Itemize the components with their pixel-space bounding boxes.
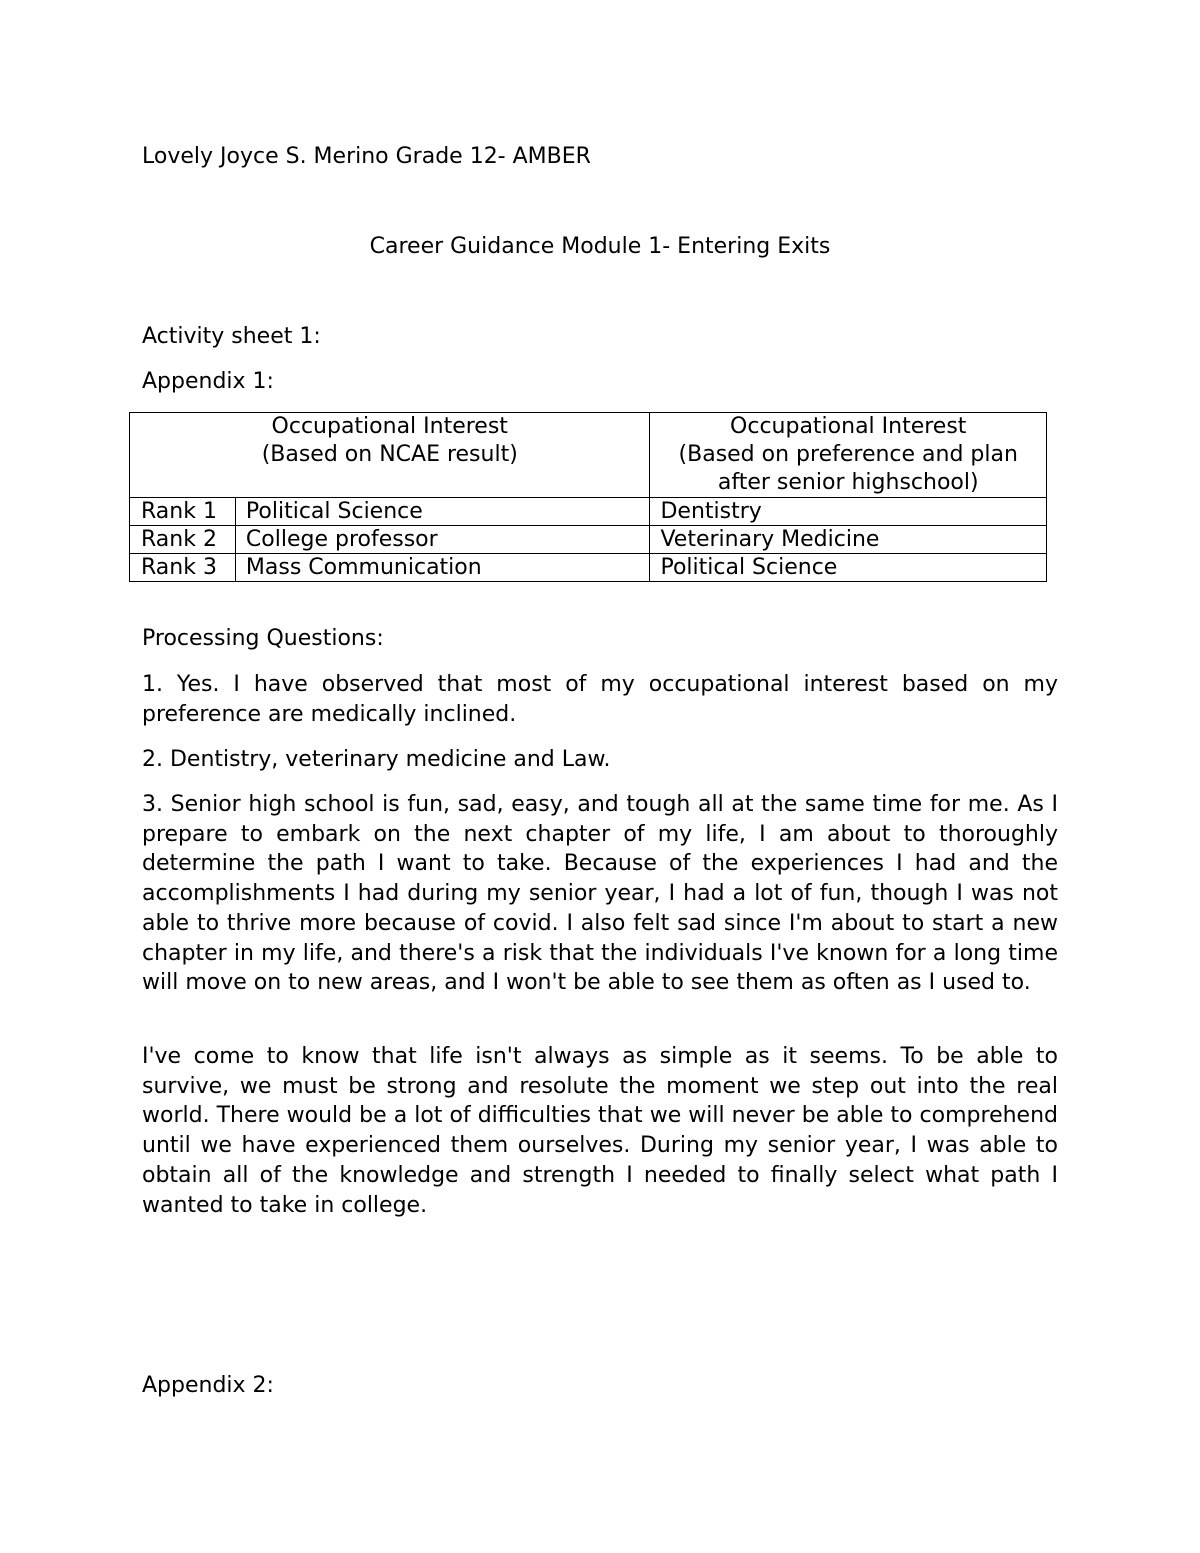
answer-3-continued: I've come to know that life isn't always as simple as it seems. To be able to survive, we must be strong and resolute the moment we step out into the real world. There would be a lot of difficulties that we will never be able to comprehend until we have experienced them ourselves. During my senior year, I was able to obtain all of the knowledge and strength I needed to finally select what path I wanted to take in college. [142, 1044, 1058, 1218]
header-line: after senior highschool) [717, 470, 979, 495]
appendix-2-label: Appendix 2: [142, 1373, 274, 1398]
ncae-cell: Political Science [235, 498, 650, 526]
header-line: (Based on preference and plan [678, 442, 1018, 467]
activity-sheet-label: Activity sheet 1: [142, 324, 321, 349]
table-row [130, 498, 1047, 526]
table-row [130, 554, 1047, 582]
preference-cell: Dentistry [650, 498, 1047, 526]
rank-cell: Rank 3 [130, 554, 236, 582]
header-line: Occupational Interest [271, 414, 508, 439]
occupational-interest-table [129, 412, 1047, 582]
ncae-cell: College professor [235, 526, 650, 554]
appendix-1-label: Appendix 1: [142, 369, 274, 394]
preference-cell: Political Science [650, 554, 1047, 582]
header-line: Occupational Interest [730, 414, 967, 439]
processing-questions-label: Processing Questions: [142, 626, 384, 651]
answer-2: 2. Dentistry, veterinary medicine and Law. [142, 747, 611, 772]
rank-cell: Rank 2 [130, 526, 236, 554]
answer-1: 1. Yes. I have observed that most of my occupational interest based on my preference are medically inclined. [142, 672, 1058, 727]
preference-interest-header [650, 413, 1047, 498]
ncae-cell: Mass Communication [235, 554, 650, 582]
preference-cell: Veterinary Medicine [650, 526, 1047, 554]
student-name-line: Lovely Joyce S. Merino Grade 12- AMBER [142, 144, 591, 169]
table-header-row [130, 413, 1047, 498]
document-title: Career Guidance Module 1- Entering Exits [369, 234, 831, 259]
ncae-interest-header [130, 413, 650, 498]
answer-3: 3. Senior high school is fun, sad, easy, and tough all at the same time for me. As I prepare to embark on the next chapter of my life, I am about to thoroughly determine the path I want to take. Because of the experiences I had and the accomplishments I had during my senior year, I had a lot of fun, though I was not able to thrive more because of covid. I also felt sad since I'm about to start a new chapter in my life, and there's a risk that the individuals I've known for a long time will move on to new areas, and I won't be able to see them as often as I used to. [142, 792, 1058, 996]
rank-cell: Rank 1 [130, 498, 236, 526]
header-line: (Based on NCAE result) [261, 442, 518, 467]
table-row [130, 526, 1047, 554]
